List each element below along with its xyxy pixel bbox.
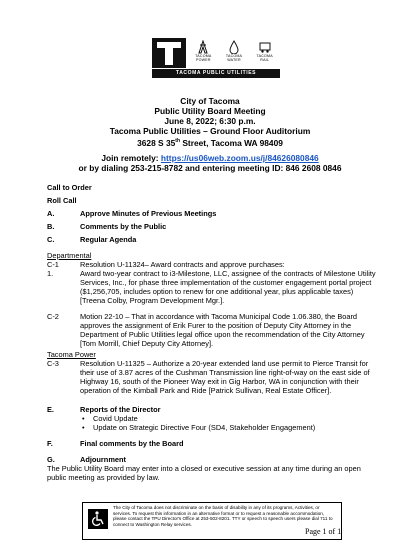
item-b-text: Comments by the Public (80, 222, 167, 231)
unit-label-1: TACOMA (195, 54, 212, 58)
item-c-letter: C. (47, 235, 55, 244)
address-post: Street, Tacoma WA 98409 (180, 137, 283, 148)
unit-label-1: TACOMA (256, 54, 273, 58)
header-line-2: Public Utility Board Meeting (154, 106, 266, 116)
address-sup: th (175, 138, 181, 144)
logo-unit-rail (249, 38, 280, 68)
logo-units (188, 38, 280, 68)
roll-call: Roll Call (47, 196, 77, 205)
item-f-letter: F. (47, 439, 53, 448)
item-e-letter: E. (47, 405, 54, 414)
join-label: Join remotely: (101, 153, 161, 163)
item-f-text: Final comments by the Board (80, 439, 184, 448)
c1-sub-number: 1. (47, 269, 54, 278)
c2-text: Motion 22-10 – That in accordance with Tacoma Municipal Code 1.06.380, the Board approves the assignment of Erik Furer to the position of Deputy City Attorney in the Department of Public Utilities legal office upon the recommendation of the City Attorney [Tom Morrill, Chief Deputy City Attorney]. (80, 312, 365, 348)
unit-label-2: RAIL (260, 58, 270, 62)
item-e-text: Reports of the Director (80, 405, 161, 414)
e-bullet-2: • Update on Strategic Directive Four (SD4, Stakeholder Engagement) (93, 423, 315, 432)
item-c-text: Regular Agenda (80, 235, 137, 244)
item-g-text: Adjournment (80, 455, 126, 464)
header-line-1: City of Tacoma (180, 96, 240, 106)
item-a-text: Approve Minutes of Previous Meetings (80, 209, 217, 218)
item-b-letter: B. (47, 222, 55, 231)
c3-number: C-3 (47, 359, 59, 368)
logo-wordmark: TACOMA PUBLIC UTILITIES (152, 69, 280, 78)
header-line-3: June 8, 2022; 6:30 p.m. (164, 116, 256, 126)
tacoma-t-logo-icon (152, 38, 186, 68)
wheelchair-accessibility-icon (88, 509, 108, 529)
tacoma-power-heading: Tacoma Power (47, 350, 96, 359)
page-number: Page 1 of 1 (305, 527, 342, 536)
logo-unit-power (188, 38, 219, 68)
closing-statement: The Public Utility Board may enter into a closed or executive session at any time during an open public meeting as provided by law. (47, 464, 361, 482)
c1-number: C-1 (47, 260, 59, 269)
accessibility-notice-box (82, 502, 342, 540)
address-pre: 3628 S 35 (137, 137, 176, 148)
e-bullet-1: • Covid Update (93, 414, 138, 423)
zoom-link[interactable]: https://us06web.zoom.us/j/84626080846 (160, 153, 319, 163)
c1-sub-text: Award two-year contract to i3-Milestone, LLC, assignee of the contracts of Milestone Utility Services, Inc., for phase three implementation of the customer engagement portal project ($1,256,705, includes option to renew for one additional year, plus applicable taxes) [Treena Colby, Program Development Mgr.]. (80, 269, 376, 305)
header-line-4: Tacoma Public Utilities – Ground Floor Auditorium (109, 126, 311, 136)
c1-text: Resolution U-11324– Award contracts and approve purchases: (80, 260, 285, 269)
dial-line: or by dialing 253-215-8782 and entering meeting ID: 846 2608 0846 (78, 163, 342, 173)
item-g-letter: G. (47, 455, 55, 464)
c3-text: Resolution U-11325 – Authorize a 20-year extended land use permit to Pierce Transit for their use of 3.87 acres of the Cushman Transmission line right-of-way on the east side of Highway 16, south of the Pioneer Way exit in Gig Harbor, WA in conjunction with their operation of the Kimball Park and Ride [Patrick Sullivan, Real Estate Officer]. (80, 359, 370, 395)
call-to-order: Call to Order (47, 183, 92, 192)
item-a-letter: A. (47, 209, 55, 218)
header-address (40, 136, 380, 148)
departmental-heading: Departmental (47, 251, 92, 260)
unit-label-1: TACOMA (225, 54, 243, 58)
water-icon (227, 40, 241, 54)
power-icon (196, 40, 210, 54)
rail-icon (258, 40, 272, 54)
unit-label-2: WATER (227, 58, 241, 62)
join-line (40, 153, 380, 163)
unit-label-2: POWER (196, 58, 211, 62)
tacoma-public-utilities-logo (152, 38, 280, 80)
accessibility-notice-text: The City of Tacoma does not discriminate on the basis of disability in any of its programs, Activities, or services. To request this information in an alternative format or to request a reasonable accommodation, please contact the TPU Director's Office at 253-502-8201. TTY or speech to speech users please dial 711 to connect to Washington Relay services. (113, 505, 333, 527)
logo-unit-water (219, 38, 250, 68)
c2-number: C-2 (47, 312, 59, 321)
